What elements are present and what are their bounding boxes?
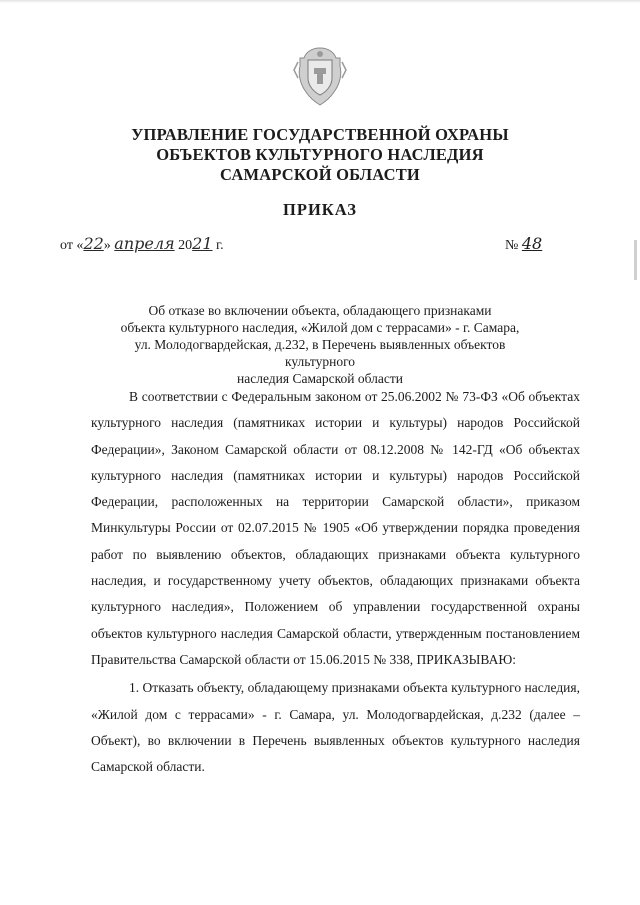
date-line (60, 234, 224, 254)
order-item-1: 1. Отказать объекту, обладающему признаками объекта культурного наследия, «Жилой дом с террасами» - г. Самара, ул. Молодогвардейская, д.232 (далее – Объект), во включении в Перечень выявленных объектов культурного наследия Самарской области. (91, 680, 580, 775)
document-number (505, 234, 542, 254)
scan-edge-mark (634, 240, 637, 280)
heading-line-2: ОБЪЕКТОВ КУЛЬТУРНОГО НАСЛЕДИЯ (156, 145, 484, 164)
date-day: 22 (83, 234, 104, 253)
heading-line-3: САМАРСКОЙ ОБЛАСТИ (220, 165, 420, 184)
coat-of-arms-emblem-icon (290, 44, 350, 108)
number-prefix: № (505, 238, 522, 253)
order-title (100, 302, 540, 387)
date-year-suffix: 21 (192, 234, 213, 253)
document-type: ПРИКАЗ (283, 200, 357, 219)
date-year-prefix: 20 (174, 238, 193, 253)
scan-top-edge (0, 0, 640, 3)
title-line-4: наследия Самарской области (237, 371, 403, 386)
date-month: апреля (114, 234, 175, 253)
number-value: 48 (521, 234, 543, 253)
heading-line-1: УПРАВЛЕНИЕ ГОСУДАРСТВЕННОЙ ОХРАНЫ (131, 125, 509, 144)
preamble-paragraph: В соответствии с Федеральным законом от 25.06.2002 № 73-ФЗ «Об объектах культурного наследия (памятниках истории и культуры) народов Российской Федерации», Законом Самарской области от 08.12.2008 № 142-ГД «Об объектах культурного наследия (памятниках истории и культуры) народов Российской Федерации, расположенных на территории Самарской области», приказом Минкультуры России от 02.07.2015 № 1905 «Об утверждении порядка проведения работ по выявлению объектов, обладающих признаками объекта культурного наследия, и государственному учету объектов, обладающих признаками объекта культурного наследия», Положением об управлении государственной охраны объектов культурного наследия Самарской области, утвержденным постановлением Правительства Самарской области от 15.06.2015 № 338, ПРИКАЗЫВАЮ: (91, 389, 580, 667)
date-prefix: от « (60, 238, 84, 253)
title-line-3: ул. Молодогвардейская, д.232, в Перечень выявленных объектов культурного (134, 337, 506, 369)
date-suffix: г. (212, 238, 224, 253)
agency-heading (60, 125, 580, 185)
date-middle: » (103, 238, 111, 253)
order-body (91, 384, 580, 780)
title-line-2: объекта культурного наследия, «Жилой дом с террасами» - г. Самара, (120, 320, 520, 335)
title-line-1: Об отказе во включении объекта, обладающего признаками (148, 303, 492, 318)
